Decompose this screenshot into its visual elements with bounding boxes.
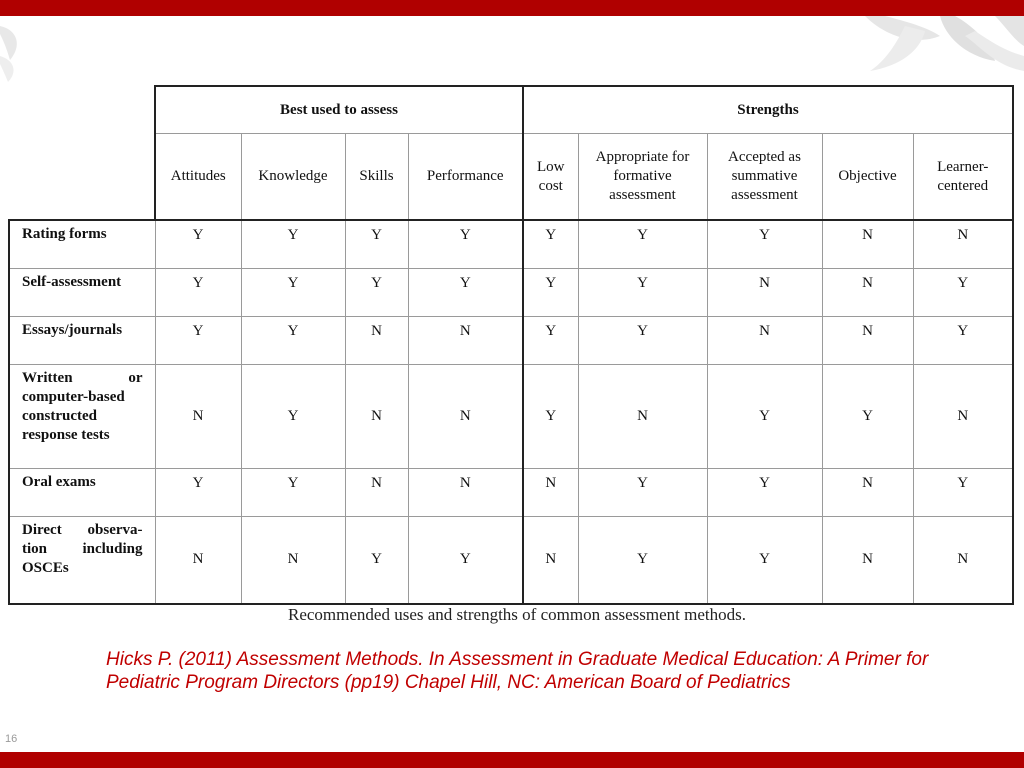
table-cell: N: [707, 316, 822, 364]
table-cell: Y: [523, 268, 578, 316]
table-row: [9, 516, 1013, 604]
citation-text: Hicks P. (2011) Assessment Methods. In Assessment in Graduate Medical Education: A Primer for Pediatric Program Directors (pp19) Chapel Hill, NC: American Board of Pediatrics: [106, 649, 929, 693]
table-row: [9, 316, 1013, 364]
table-cell: Y: [578, 220, 707, 268]
table-cell: Y: [345, 268, 408, 316]
table-cell: Y: [345, 516, 408, 604]
table-cell: N: [241, 516, 345, 604]
table-caption: Recommended uses and strengths of common assessment methods.: [288, 605, 746, 624]
leaf-decoration-icon: [0, 16, 50, 86]
row-label: Essays/journals: [9, 316, 155, 364]
table-cell: Y: [578, 516, 707, 604]
table-cell: Y: [241, 268, 345, 316]
row-label: Written or computer-based constructed response tests: [9, 364, 155, 468]
group-header-strengths: Strengths: [523, 86, 1013, 134]
column-header-learner-centered: Learner-centered: [913, 134, 1013, 221]
row-label: Oral exams: [9, 468, 155, 516]
table-cell: Y: [707, 220, 822, 268]
table-cell: N: [913, 364, 1013, 468]
row-label: Direct observa-tion including OSCEs: [9, 516, 155, 604]
column-header-attitudes: Attitudes: [155, 134, 241, 221]
column-header-summative: Accepted as summative assessment: [707, 134, 822, 221]
page-number: 16: [5, 733, 18, 745]
table-row: [9, 220, 1013, 268]
table-cell: N: [822, 468, 913, 516]
row-label: Rating forms: [9, 220, 155, 268]
table-row: [9, 364, 1013, 468]
table-row: [9, 468, 1013, 516]
table-cell: N: [822, 220, 913, 268]
row-label: Self-assessment: [9, 268, 155, 316]
bottom-accent-bar: [0, 752, 1024, 768]
table-cell: N: [578, 364, 707, 468]
table-corner: [9, 86, 155, 220]
table-cell: Y: [155, 316, 241, 364]
table-cell: Y: [707, 468, 822, 516]
table-cell: Y: [241, 364, 345, 468]
group-header-best-used: Best used to assess: [155, 86, 523, 134]
table-cell: Y: [408, 268, 523, 316]
table-cell: N: [345, 364, 408, 468]
column-header-performance: Performance: [408, 134, 523, 221]
table-cell: N: [822, 316, 913, 364]
top-accent-bar: [0, 0, 1024, 16]
table-cell: N: [913, 220, 1013, 268]
assessment-methods-table: [8, 85, 1014, 605]
table-cell: N: [345, 316, 408, 364]
table-cell: Y: [913, 468, 1013, 516]
table-cell: Y: [241, 316, 345, 364]
table-cell: N: [822, 268, 913, 316]
column-header-objective: Objective: [822, 134, 913, 221]
table-cell: Y: [408, 220, 523, 268]
table-cell: Y: [578, 468, 707, 516]
table-cell: N: [523, 516, 578, 604]
table-cell: Y: [155, 220, 241, 268]
table-cell: Y: [707, 364, 822, 468]
table-cell: N: [408, 468, 523, 516]
table-cell: N: [822, 516, 913, 604]
table-cell: N: [408, 316, 523, 364]
flower-decoration-icon: [845, 16, 1024, 76]
table-cell: N: [345, 468, 408, 516]
table-cell: Y: [408, 516, 523, 604]
table-cell: Y: [822, 364, 913, 468]
column-header-low-cost: Low cost: [523, 134, 578, 221]
table-cell: N: [913, 516, 1013, 604]
table-cell: Y: [578, 268, 707, 316]
table-cell: N: [707, 268, 822, 316]
table-cell: Y: [155, 268, 241, 316]
table-cell: Y: [707, 516, 822, 604]
table-cell: Y: [241, 468, 345, 516]
table-cell: N: [408, 364, 523, 468]
table-body: [9, 220, 1013, 604]
table-cell: N: [155, 516, 241, 604]
table-cell: Y: [155, 468, 241, 516]
table-cell: Y: [578, 316, 707, 364]
table-cell: Y: [913, 316, 1013, 364]
column-header-formative: Appropriate for formative assessment: [578, 134, 707, 221]
table-cell: Y: [241, 220, 345, 268]
table-row: [9, 268, 1013, 316]
table-cell: Y: [523, 316, 578, 364]
table-cell: N: [155, 364, 241, 468]
column-header-knowledge: Knowledge: [241, 134, 345, 221]
table-cell: Y: [523, 220, 578, 268]
table-cell: N: [523, 468, 578, 516]
table-cell: Y: [345, 220, 408, 268]
column-header-skills: Skills: [345, 134, 408, 221]
table-cell: Y: [913, 268, 1013, 316]
table-cell: Y: [523, 364, 578, 468]
